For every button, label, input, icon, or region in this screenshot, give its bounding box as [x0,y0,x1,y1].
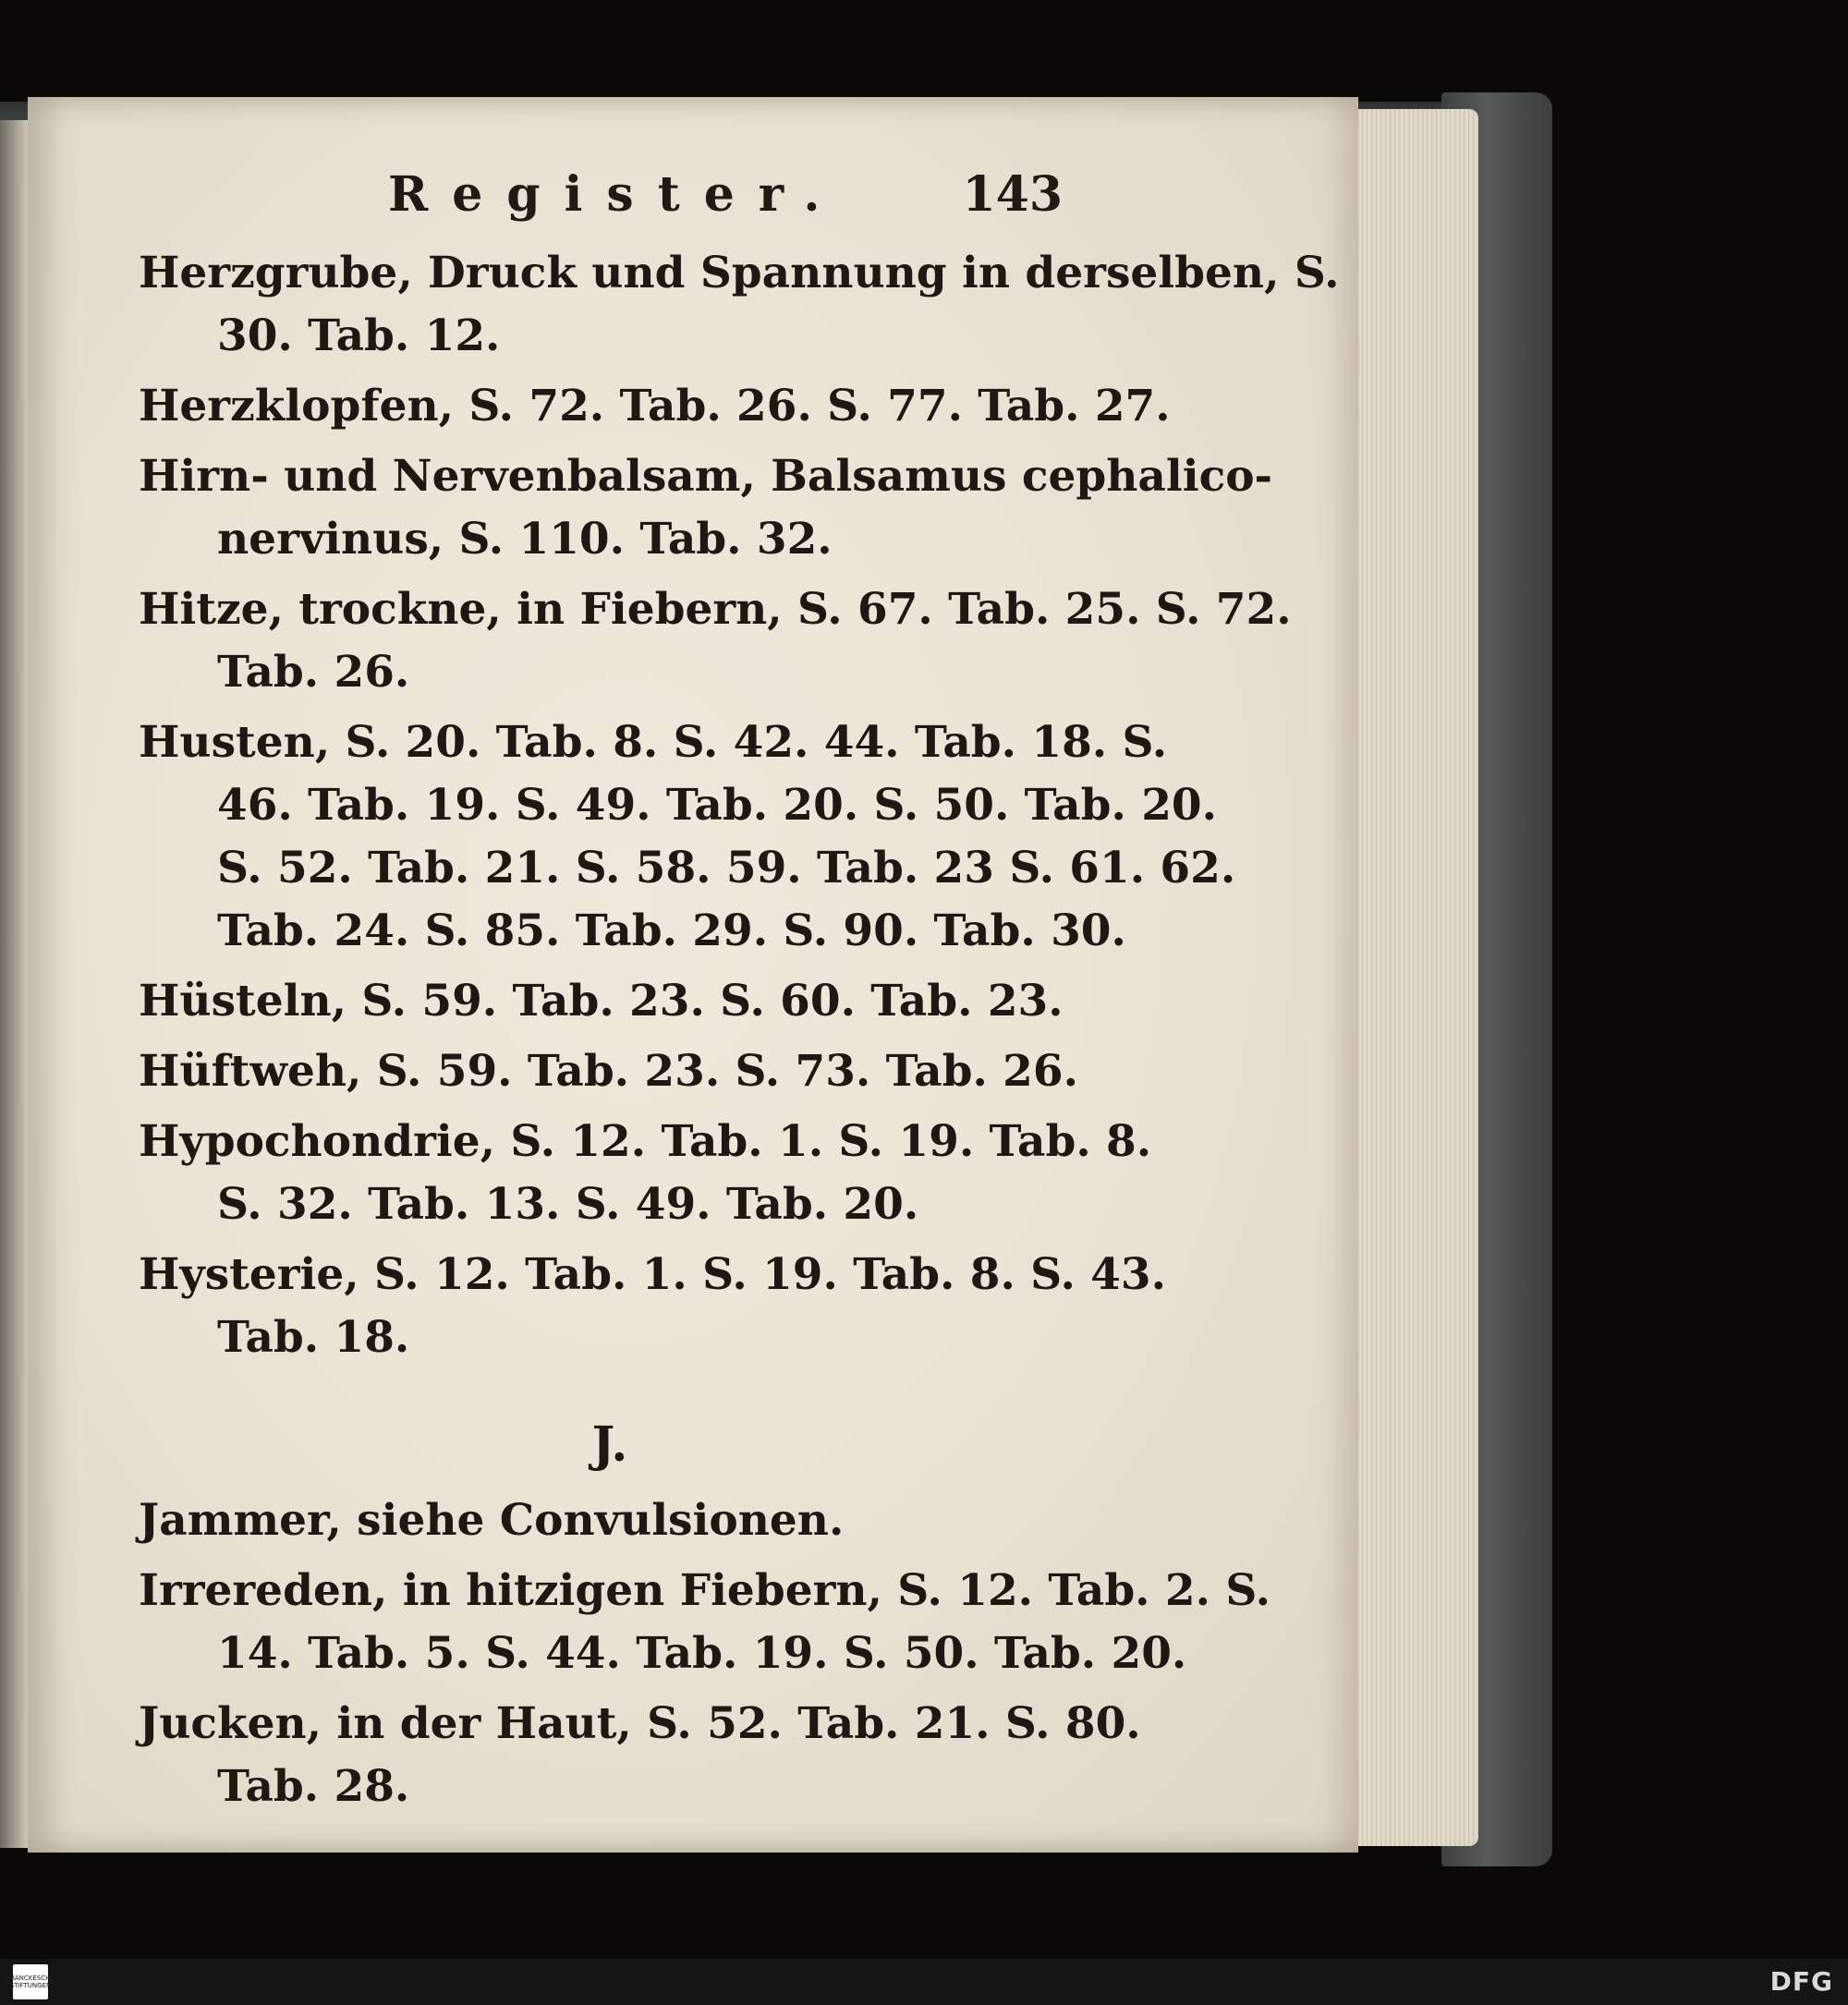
entry-continuation: Tab. 28. [217,1761,410,1812]
register-entry [139,1040,1081,1103]
section-letter-j: J. [591,1416,628,1473]
entry-headline: Herzklopfen, S. 72. Tab. 26. S. 77. Tab. 27. [139,381,1171,431]
entry-continuation: 30. Tab. 12. [217,310,501,361]
page-number: 143 [962,166,1063,223]
dfg-logo[interactable]: DFG [1769,1966,1833,1997]
entry-headline: Irrereden, in hitzigen Fiebern, S. 12. Tab. 2. S. [139,1565,1270,1616]
entry-headline: Hirn- und Nervenbalsam, Balsamus cephalico- [139,451,1273,502]
entries-j-list [139,1489,1270,1818]
register-entry [139,711,1236,963]
entry-headline: Hüsteln, S. 59. Tab. 23. S. 60. Tab. 23. [139,976,1064,1027]
page-edges [1349,109,1478,1846]
viewer-footer-bar [0,1959,1848,2005]
entry-continuation: S. 52. Tab. 21. S. 58. 59. Tab. 23 S. 61. 62. [217,843,1236,893]
register-entry [139,1244,1166,1369]
entry-headline: Hüftweh, S. 59. Tab. 23. S. 73. Tab. 26. [139,1046,1078,1097]
running-title: Register. [388,166,845,223]
register-entry [139,1560,1270,1685]
entry-continuation: Tab. 26. [217,647,410,698]
entry-continuation: 14. Tab. 5. S. 44. Tab. 19. S. 50. Tab. 20. [217,1628,1187,1679]
entry-headline: Jammer, siehe Convulsionen. [139,1495,845,1546]
entry-continuation: S. 32. Tab. 13. S. 49. Tab. 20. [217,1179,919,1230]
register-entry [139,1489,1081,1552]
page-header [388,166,1090,231]
entry-headline: Jucken, in der Haut, S. 52. Tab. 21. S. 80. [139,1698,1141,1749]
franckesche-stiftungen-logo[interactable] [6,1964,55,1999]
register-entry [139,1693,1141,1818]
entry-continuation: nervinus, S. 110. Tab. 32. [217,514,833,565]
register-entry [139,970,1081,1033]
entry-headline: Herzgrube, Druck und Spannung in derselben, S. [139,248,1340,298]
entry-continuation: Tab. 24. S. 85. Tab. 29. S. 90. Tab. 30. [217,905,1126,956]
logo-text: FRANCKESCHE STIFTUNGEN [6,1975,55,1989]
register-entry [139,1111,1152,1236]
register-entry [139,578,1292,704]
register-entry [139,445,1273,571]
entry-continuation: 46. Tab. 19. S. 49. Tab. 20. S. 50. Tab. 20. [217,780,1217,831]
entries-h-list [139,242,1340,1369]
register-entry [139,242,1340,368]
entry-continuation: Tab. 18. [217,1312,410,1363]
entry-headline: Hysterie, S. 12. Tab. 1. S. 19. Tab. 8. S. 43. [139,1249,1166,1300]
register-entry [139,375,1171,438]
entry-headline: Hypochondrie, S. 12. Tab. 1. S. 19. Tab. 8. [139,1116,1152,1167]
entry-headline: Hitze, trockne, in Fiebern, S. 67. Tab. 25. S. 72. [139,584,1292,635]
register-entries [139,242,1340,1826]
facing-page-sliver [0,120,28,1848]
entry-headline: Husten, S. 20. Tab. 8. S. 42. 44. Tab. 18. S. [139,717,1168,768]
